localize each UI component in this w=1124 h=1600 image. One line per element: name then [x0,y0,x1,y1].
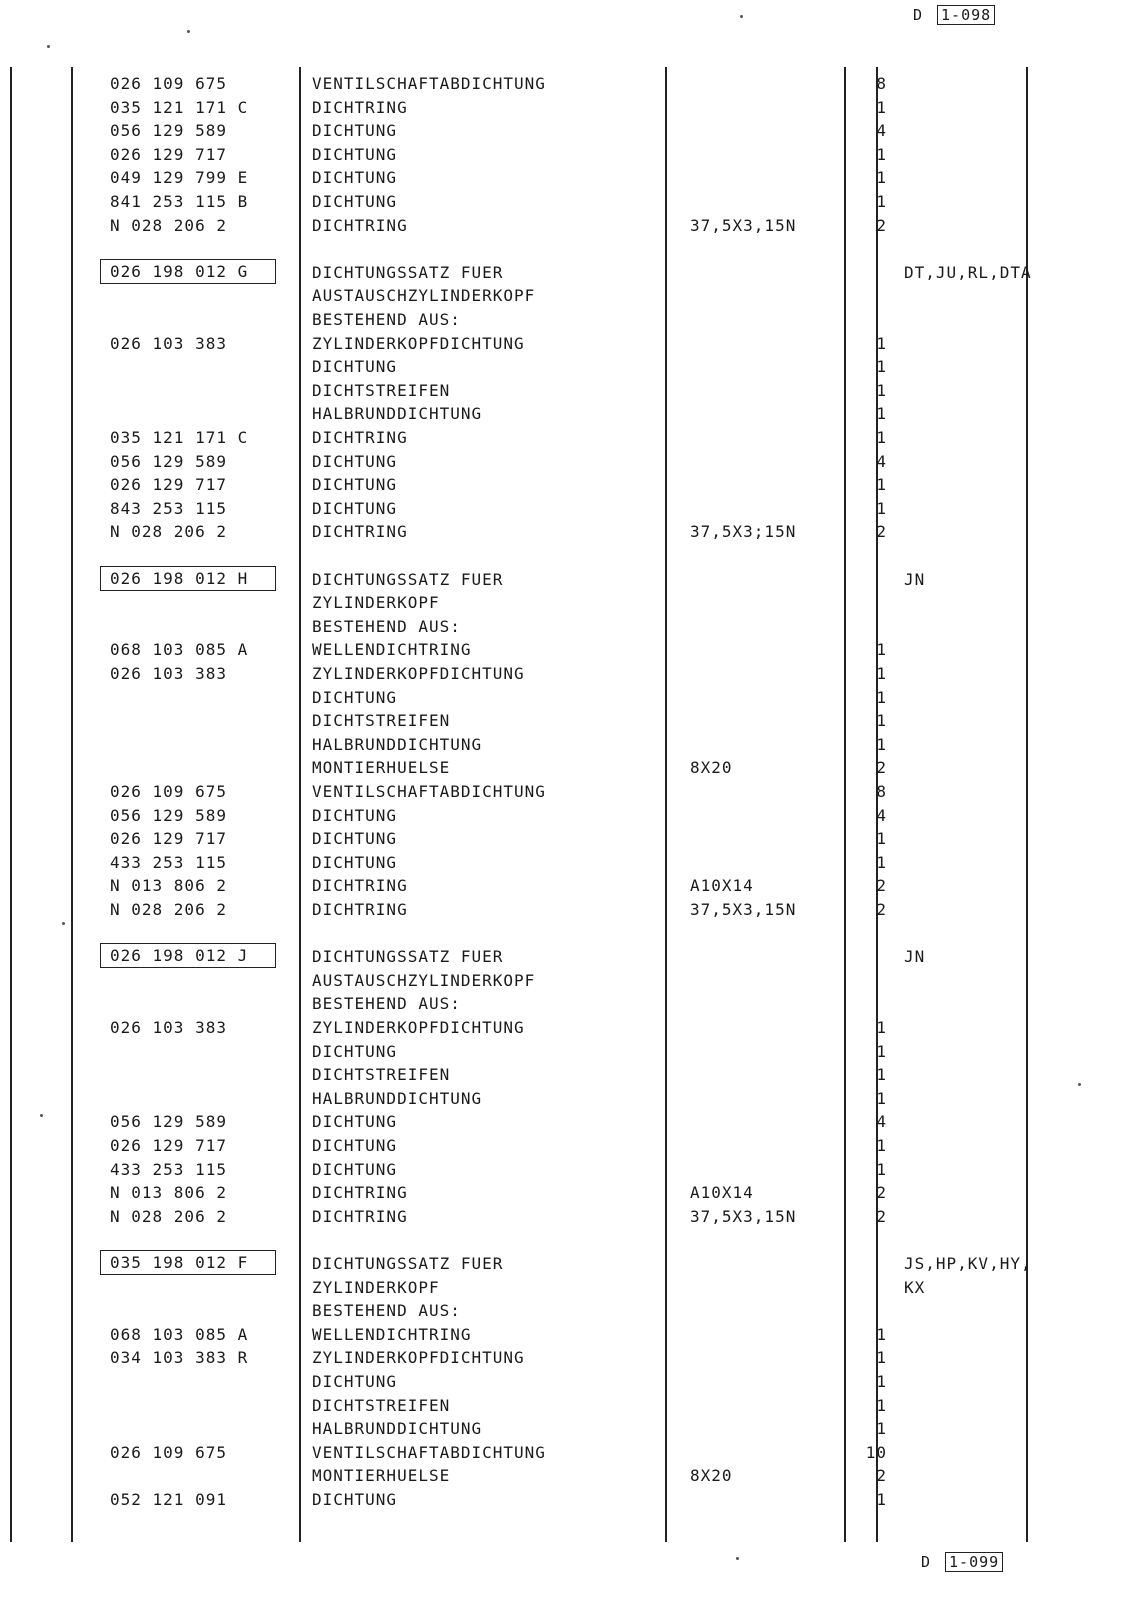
part-quantity: 1 [876,380,887,400]
part-description: VENTILSCHAFTABDICHTUNG [312,782,546,801]
part-description: DICHTUNG [312,121,398,141]
table-rule [71,67,73,1542]
part-description: DICHTRING [312,215,408,235]
part-quantity: 2 [876,522,887,542]
part-description: BESTEHEND AUS: [312,994,461,1014]
engine-code: JN [904,947,926,967]
part-spec: 37,5X3,15N [690,900,797,919]
part-quantity: 8 [876,74,887,93]
part-number: 056 129 589 [110,451,227,471]
part-quantity: 1 [876,168,887,188]
part-description: DICHTSTREIFEN [312,1065,451,1085]
part-quantity: 2 [876,1466,887,1486]
part-quantity: 1 [876,1088,887,1108]
part-quantity: 2 [876,1206,887,1226]
part-quantity: 1 [876,1065,887,1085]
part-quantity: 1 [876,687,887,707]
part-quantity: 1 [876,1490,887,1509]
part-description: DICHTUNG [312,829,398,849]
part-number: N 028 206 2 [110,215,227,235]
part-quantity: 1 [876,1395,887,1415]
part-description: DICHTUNG [312,1041,398,1061]
part-description: MONTIERHUELSE [312,1466,451,1486]
part-description: DICHTUNG [312,475,398,495]
part-description: BESTEHEND AUS: [312,1301,461,1321]
part-number: 026 198 012 H [100,566,276,591]
part-quantity: 1 [876,498,887,518]
part-quantity: 1 [876,1041,887,1061]
part-number: 052 121 091 [110,1490,227,1509]
engine-code: KX [904,1277,926,1297]
part-quantity: 1 [876,852,887,872]
part-number: 026 198 012 G [100,259,276,284]
part-quantity: 1 [876,475,887,495]
part-description: DICHTUNG [312,687,398,707]
engine-code: JN [904,569,926,589]
part-quantity: 1 [876,357,887,377]
part-spec: 8X20 [690,758,733,778]
engine-code: JS,HP,KV,HY, [904,1254,1032,1273]
page-number: 1-099 [945,1552,1003,1572]
page-header [913,6,995,24]
scan-speck [40,1114,43,1117]
part-description: DICHTUNG [312,192,398,211]
part-number: 843 253 115 [110,498,227,518]
part-spec: A10X14 [690,1183,754,1203]
page-section-tag: D [921,1553,932,1571]
part-description: HALBRUNDDICHTUNG [312,404,483,424]
part-quantity: 1 [876,333,887,353]
part-number: 026 129 717 [110,144,227,164]
part-description: DICHTSTREIFEN [312,711,451,731]
scan-speck [47,45,50,48]
part-quantity: 1 [876,1348,887,1368]
part-quantity: 2 [876,215,887,235]
part-quantity: 4 [876,121,887,141]
table-rule [844,67,846,1542]
part-description: ZYLINDERKOPF [312,1277,440,1297]
part-quantity: 1 [876,404,887,424]
part-spec: 37,5X3;15N [690,522,797,542]
part-number: 433 253 115 [110,1159,227,1179]
part-description: ZYLINDERKOPFDICHTUNG [312,1348,525,1368]
part-number: N 028 206 2 [110,900,227,919]
part-number: 841 253 115 B [110,192,249,211]
part-number: 433 253 115 [110,852,227,872]
scan-speck [1078,1083,1081,1086]
part-description: DICHTUNG [312,1136,398,1155]
part-description: VENTILSCHAFTABDICHTUNG [312,1442,546,1462]
part-description: DICHTUNG [312,852,398,872]
part-description: DICHTUNG [312,805,398,825]
part-number: 034 103 383 R [110,1348,249,1368]
part-quantity: 1 [876,1136,887,1155]
part-description: DICHTRING [312,1206,408,1226]
part-description: DICHTSTREIFEN [312,380,451,400]
part-number: 026 129 717 [110,475,227,495]
scan-speck [62,922,65,925]
scan-speck [187,30,190,33]
part-quantity: 10 [865,1442,887,1462]
part-quantity: 1 [876,1372,887,1391]
part-description: ZYLINDERKOPFDICHTUNG [312,333,525,353]
part-description: DICHTUNG [312,1112,398,1132]
part-description: DICHTUNG [312,1372,398,1391]
part-description: DICHTUNGSSATZ FUER [312,262,504,282]
part-spec: 37,5X3,15N [690,1206,797,1226]
part-description: DICHTUNG [312,498,398,518]
part-number: 056 129 589 [110,1112,227,1132]
part-description: MONTIERHUELSE [312,758,451,778]
part-quantity: 1 [876,640,887,660]
scan-speck [736,1557,739,1560]
part-quantity: 1 [876,1324,887,1344]
part-number: 068 103 085 A [110,640,249,660]
table-rule [665,67,667,1542]
part-number: 035 121 171 C [110,97,249,117]
part-spec: 8X20 [690,1466,733,1486]
part-description: AUSTAUSCHZYLINDERKOPF [312,286,536,306]
part-description: ZYLINDERKOPFDICHTUNG [312,664,525,683]
part-quantity: 1 [876,144,887,164]
part-quantity: 2 [876,876,887,896]
part-description: DICHTUNG [312,357,398,377]
table-rule [1026,67,1028,1542]
part-quantity: 1 [876,1159,887,1179]
part-number: 049 129 799 E [110,168,249,188]
part-number: 026 109 675 [110,74,227,93]
part-number: 056 129 589 [110,121,227,141]
table-rule [10,67,12,1542]
part-description: BESTEHEND AUS: [312,310,461,329]
part-description: ZYLINDERKOPFDICHTUNG [312,1018,525,1037]
part-description: HALBRUNDDICHTUNG [312,1088,483,1108]
part-number: 026 129 717 [110,829,227,849]
part-description: DICHTUNGSSATZ FUER [312,569,504,589]
part-description: WELLENDICHTRING [312,1324,472,1344]
part-quantity: 8 [876,782,887,801]
part-number: 026 103 383 [110,664,227,683]
part-quantity: 4 [876,805,887,825]
part-description: DICHTUNGSSATZ FUER [312,947,504,967]
part-description: DICHTRING [312,522,408,542]
page-section-tag: D [913,6,924,24]
part-number: 068 103 085 A [110,1324,249,1344]
part-quantity: 2 [876,1183,887,1203]
part-description: HALBRUNDDICHTUNG [312,734,483,754]
page-footer [921,1553,1003,1571]
part-quantity: 1 [876,664,887,683]
part-number: N 013 806 2 [110,876,227,896]
part-number: 026 109 675 [110,1442,227,1462]
engine-code: DT,JU,RL,DTA [904,262,1032,282]
part-number: 026 129 717 [110,1136,227,1155]
part-quantity: 1 [876,97,887,117]
part-number: N 013 806 2 [110,1183,227,1203]
part-description: DICHTSTREIFEN [312,1395,451,1415]
part-description: DICHTRING [312,900,408,919]
part-number: 026 198 012 J [100,943,276,968]
part-description: DICHTRING [312,97,408,117]
part-number: 026 103 383 [110,333,227,353]
part-description: DICHTUNG [312,1490,398,1509]
part-quantity: 4 [876,451,887,471]
part-number: 056 129 589 [110,805,227,825]
page-number: 1-098 [937,5,995,25]
part-description: DICHTRING [312,428,408,447]
part-description: DICHTUNG [312,1159,398,1179]
part-description: VENTILSCHAFTABDICHTUNG [312,74,546,93]
part-description: DICHTUNG [312,168,398,188]
part-quantity: 1 [876,192,887,211]
part-description: HALBRUNDDICHTUNG [312,1419,483,1439]
part-description: DICHTRING [312,1183,408,1203]
part-quantity: 2 [876,758,887,778]
part-description: BESTEHEND AUS: [312,616,461,636]
part-description: WELLENDICHTRING [312,640,472,660]
part-quantity: 1 [876,734,887,754]
part-description: AUSTAUSCHZYLINDERKOPF [312,970,536,990]
part-number: 026 109 675 [110,782,227,801]
part-description: DICHTUNG [312,451,398,471]
part-quantity: 4 [876,1112,887,1132]
part-spec: 37,5X3,15N [690,215,797,235]
part-number: 035 121 171 C [110,428,249,447]
part-number: 035 198 012 F [100,1250,276,1275]
part-description: DICHTUNG [312,144,398,164]
part-quantity: 2 [876,900,887,919]
part-quantity: 1 [876,711,887,731]
part-description: ZYLINDERKOPF [312,593,440,613]
part-quantity: 1 [876,428,887,447]
part-spec: A10X14 [690,876,754,896]
part-quantity: 1 [876,829,887,849]
table-rule [299,67,301,1542]
scan-speck [740,15,743,18]
part-description: DICHTRING [312,876,408,896]
part-number: N 028 206 2 [110,522,227,542]
part-number: 026 103 383 [110,1018,227,1037]
part-description: DICHTUNGSSATZ FUER [312,1254,504,1273]
part-quantity: 1 [876,1018,887,1037]
part-number: N 028 206 2 [110,1206,227,1226]
part-quantity: 1 [876,1419,887,1439]
